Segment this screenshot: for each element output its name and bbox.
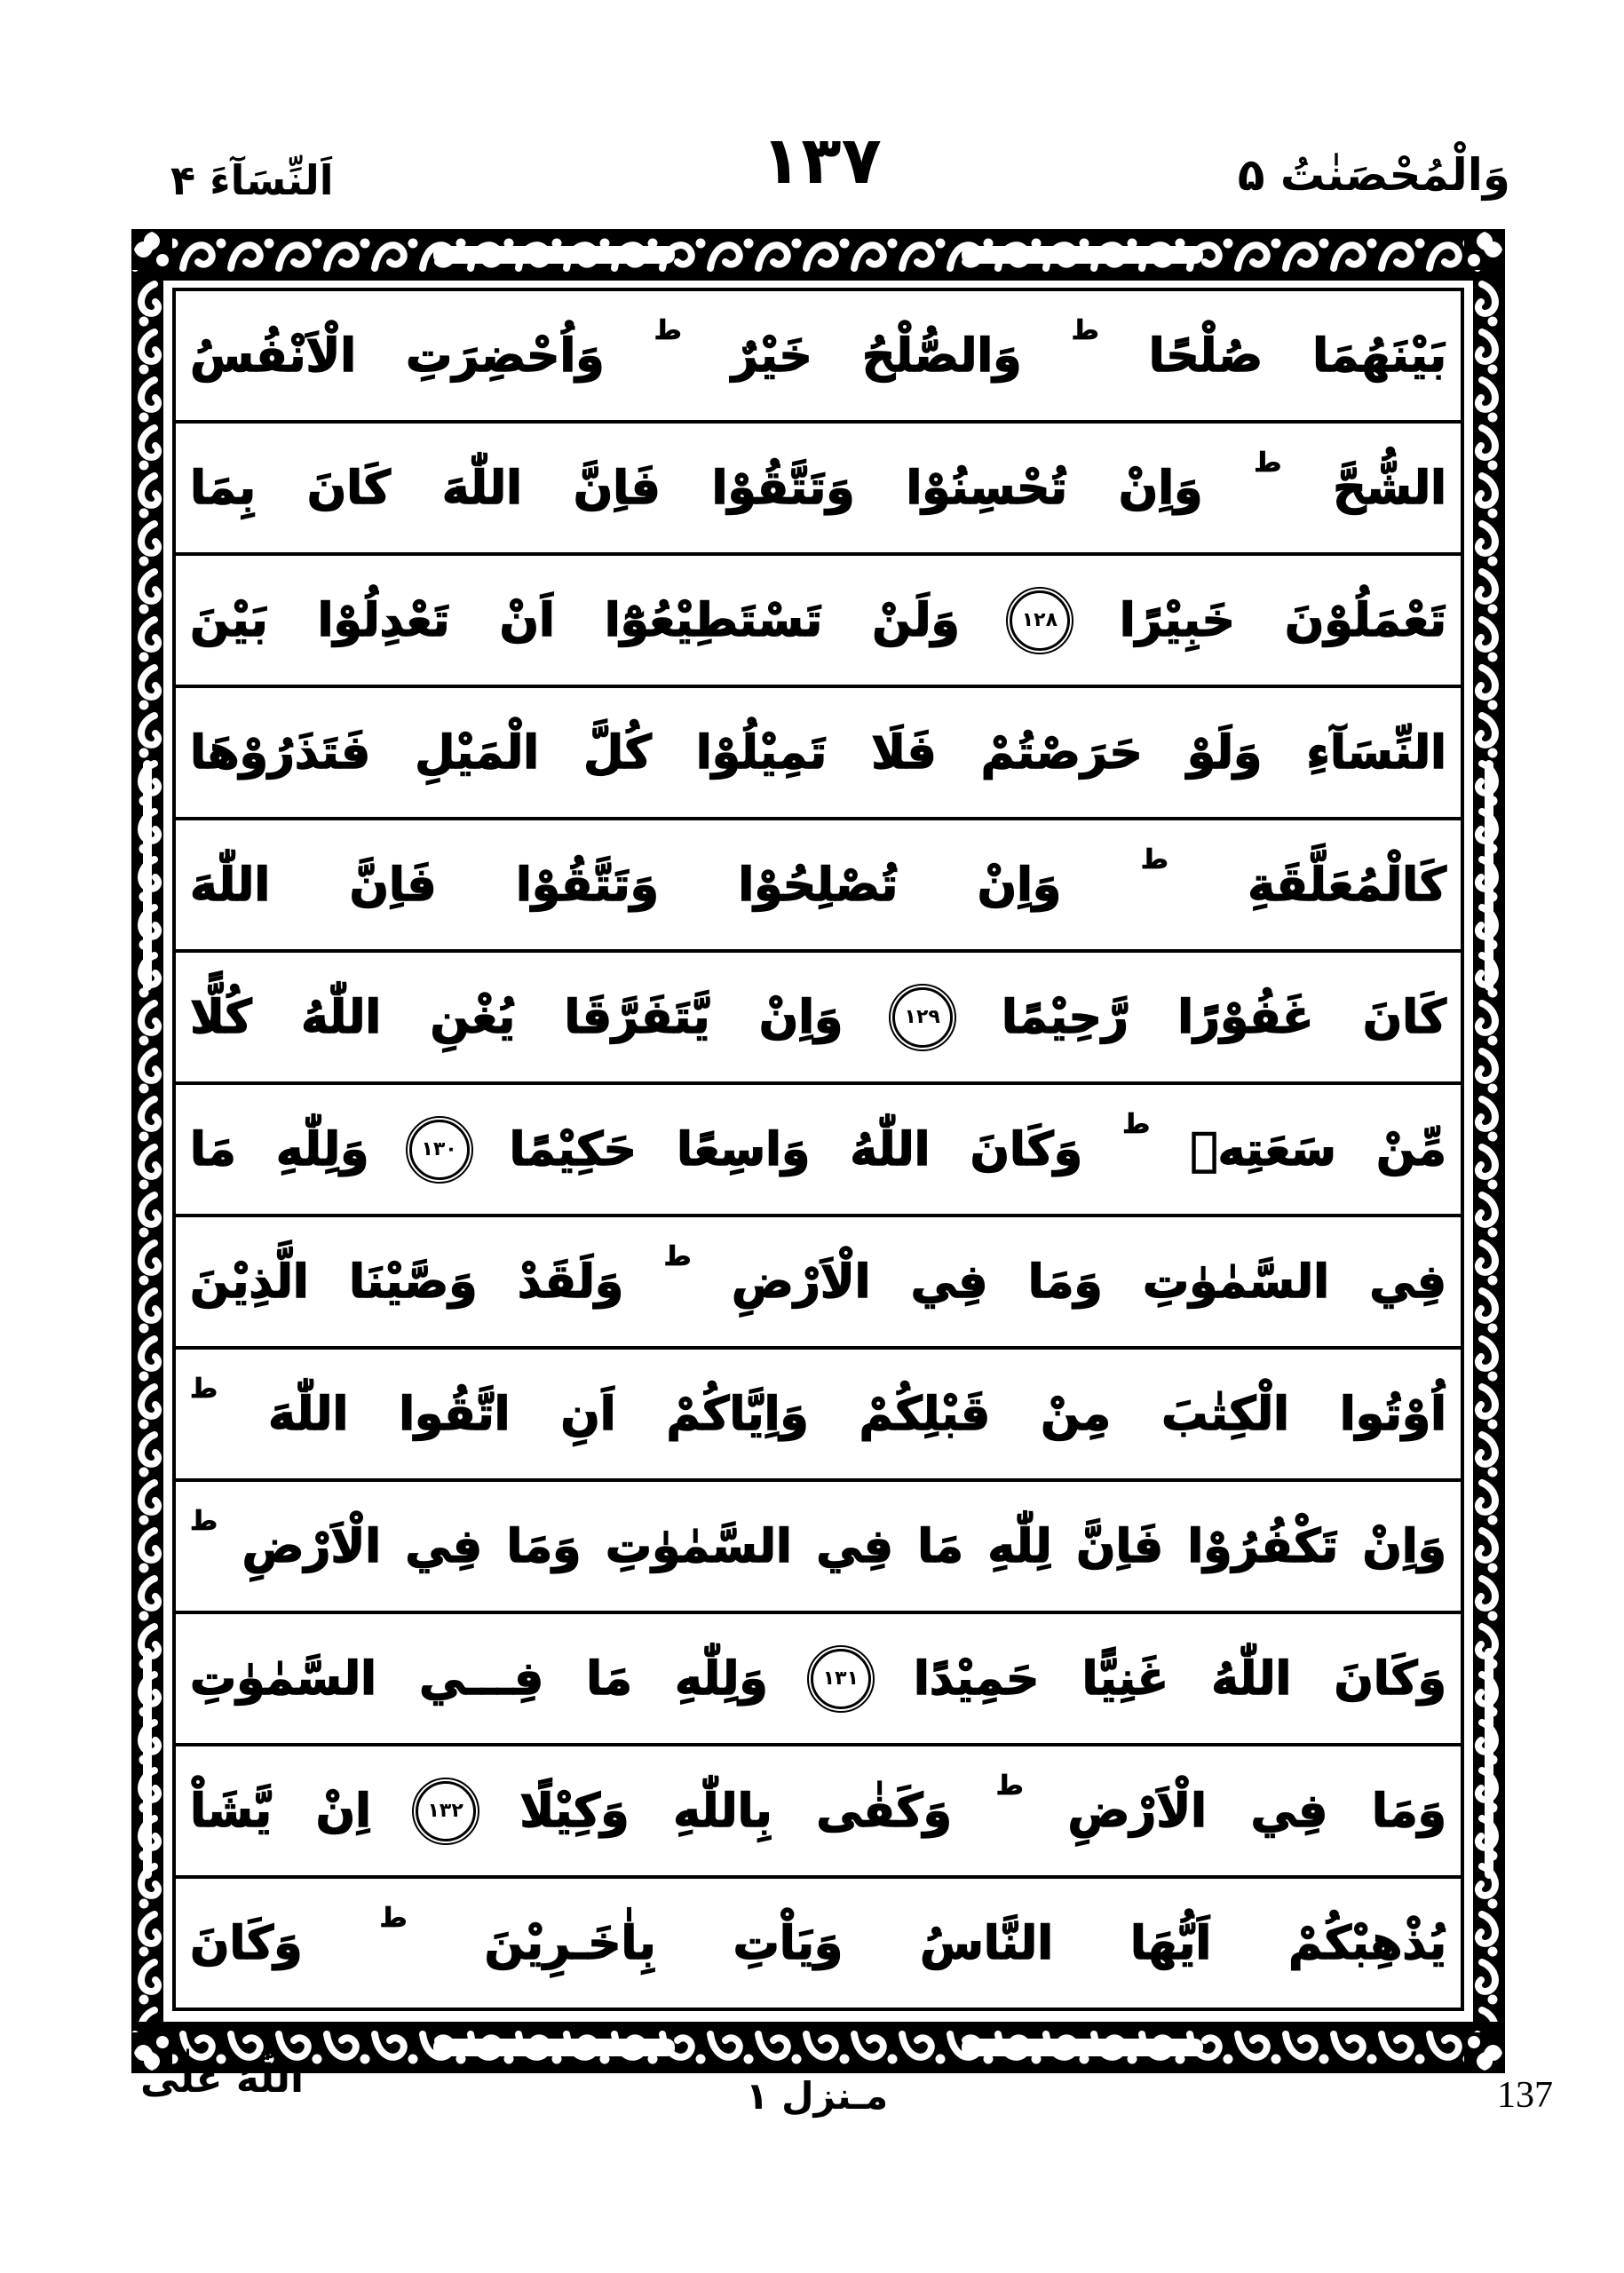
ayah-word: وَاِنْ	[1362, 1519, 1446, 1573]
ayah-word: وَكَانَ	[970, 1122, 1083, 1176]
ayah-word: فِي	[1250, 1784, 1328, 1838]
frame-border-left-ornament	[131, 281, 163, 2022]
manzil-label: مـنزل ۱	[745, 2074, 889, 2118]
ayah-word: قَبْلِكُمْ	[859, 1387, 991, 1441]
ayah-word: تَعْدِلُوْا	[317, 593, 450, 647]
ayah-word: وَتَتَّقُوْا	[711, 461, 855, 515]
ayah-word: مَا	[190, 1122, 236, 1176]
ayah-word: الْكِتٰبَ	[1161, 1387, 1289, 1441]
ayah-word: وَمَا	[506, 1519, 582, 1573]
ayah-word: فَلَا	[871, 725, 937, 780]
ayah-word: السَّمٰوٰتِ	[1143, 1255, 1330, 1309]
pause-mark: ط	[995, 1770, 1024, 1802]
ayah-word: وَاِنْ	[758, 990, 844, 1044]
quran-line-2	[176, 424, 1461, 556]
ayah-word: كُلًّا	[190, 990, 252, 1044]
ayah-word: يُغْنِ	[430, 990, 516, 1044]
frame-corner-leaf-icon	[131, 229, 172, 270]
frame-border-top-ornament	[131, 229, 1505, 281]
ayah-word: وَلَنْ	[872, 593, 960, 647]
ayah-word: وَمَا	[1027, 1255, 1103, 1309]
ayah-word: غَنِيًّا	[1081, 1651, 1169, 1706]
ayah-word: وَلِلّٰهِ	[275, 1122, 369, 1176]
pause-mark: ط	[654, 314, 682, 346]
ayah-word: اللّٰهُ	[850, 1122, 931, 1176]
ayah-word: اُوْتُوا	[1339, 1387, 1446, 1441]
ayah-word: وَمَا	[1371, 1784, 1446, 1838]
ayah-word: الَّذِيْنَ	[190, 1255, 309, 1309]
ayah-word: فَاِنَّ	[349, 858, 437, 912]
ayah-word: حَرَصْتُمْ	[980, 725, 1143, 780]
surah-name-label: اَلنِّسَآءَ ۴	[170, 156, 334, 204]
ayah-word: وَصَّيْنَا	[349, 1255, 478, 1309]
ayah-word: اللّٰهُ	[1211, 1651, 1292, 1706]
ayah-word: وَاُحْضِرَتِ	[406, 329, 605, 383]
pause-mark: ط	[190, 1505, 218, 1537]
ayah-word: اَنْ	[499, 593, 555, 647]
frame-border-bottom-ornament	[131, 2022, 1505, 2073]
ayah-word: وَالصُّلْحُ	[861, 329, 1022, 383]
ayah-word: وَلِلّٰهِ	[675, 1651, 768, 1706]
ayah-word: بَيْنَ	[190, 593, 268, 647]
ayah-word: الْاَرْضِ	[1067, 1784, 1207, 1838]
ayah-word: وَاِيَّاكُمْ	[666, 1387, 809, 1441]
ayah-word: اللّٰهَ	[268, 1387, 349, 1441]
ayah-word: مَا	[586, 1651, 632, 1706]
ayah-word: وَكَانَ	[1334, 1651, 1446, 1706]
ayah-word: بِاللّٰهِ	[673, 1784, 772, 1838]
ayah-word: مِّنْ	[1376, 1122, 1446, 1176]
ayah-word: خَيْرٌ	[731, 329, 812, 383]
ayah-word: فِي	[1369, 1255, 1446, 1309]
ayah-word: الْاَرْضِ	[732, 1255, 871, 1309]
quran-line-7	[176, 1085, 1461, 1217]
quran-line-1	[176, 291, 1461, 424]
ayah-word: بَيْنَهُمَا	[1312, 329, 1446, 383]
ayah-word: خَبِيْرًا	[1119, 593, 1236, 647]
pause-mark: ط	[663, 1240, 692, 1272]
ayah-word: بِاٰخَـرِيْنَ	[484, 1916, 656, 1970]
quran-line-12	[176, 1746, 1461, 1879]
ayah-word: اتَّقُوا	[399, 1387, 511, 1441]
frame-corner-leaf-icon	[1464, 2032, 1505, 2073]
catchword-label: اللّٰهُ عَلٰى	[140, 2056, 305, 2102]
ayah-word: مَا	[917, 1519, 964, 1573]
quran-text-area	[172, 288, 1464, 2011]
ornamental-frame	[131, 229, 1505, 2073]
section-name-label: وَالْمُحْصَنٰتُ ۵	[1237, 149, 1510, 201]
ayah-word: غَفُوْرًا	[1177, 990, 1314, 1044]
ayah-word: تُصْلِحُوْا	[738, 858, 899, 912]
ayah-word: يُذْهِبْكُمْ	[1288, 1916, 1446, 1970]
ayah-word: اَيُّهَا	[1129, 1916, 1212, 1970]
ayah-end-marker: ۱۲۸	[1010, 590, 1070, 651]
ayah-word: فَاِنَّ	[573, 461, 661, 515]
ayah-word: وَاِنْ	[1118, 461, 1203, 515]
ayah-word: بِمَا	[190, 461, 257, 515]
ayah-word: تَعْمَلُوْنَ	[1285, 593, 1446, 647]
ayah-word: وَيَاْتِ	[733, 1916, 844, 1970]
quran-line-8	[176, 1217, 1461, 1350]
ayah-word: فِي	[405, 1519, 483, 1573]
ayah-word: كَانَ	[1362, 990, 1446, 1044]
ayah-word: اِنْ	[315, 1784, 371, 1838]
ayah-word: وَتَتَّقُوْا	[516, 858, 659, 912]
ayah-word: اللّٰهُ	[301, 990, 382, 1044]
ayah-word: وَلَوْ	[1186, 725, 1263, 780]
ayah-end-marker: ۱۳۰	[409, 1120, 470, 1180]
ayah-word: حَمِيْدًا	[914, 1651, 1040, 1706]
ayah-end-marker: ۱۳۱	[811, 1649, 871, 1709]
quran-line-6	[176, 953, 1461, 1085]
pause-mark: ط	[190, 1373, 218, 1405]
ayah-word: حَكِيْمًا	[509, 1122, 638, 1176]
pause-mark: ط	[379, 1902, 408, 1934]
ayah-word: فَتَذَرُوْهَا	[190, 725, 371, 780]
ayah-word: يَّتَفَرَّقَا	[564, 990, 710, 1044]
ayah-word: لِلّٰهِ	[987, 1519, 1052, 1573]
ayah-word: يَّشَاْ	[190, 1784, 273, 1838]
ayah-word: وَلَقَدْ	[517, 1255, 624, 1309]
ayah-word: كُلَّ	[583, 725, 652, 780]
quran-line-3	[176, 556, 1461, 688]
ayah-word: وَكِيْلًا	[519, 1784, 630, 1838]
frame-border-right-ornament	[1473, 281, 1505, 2022]
ayah-word: صُلْحًا	[1148, 329, 1264, 383]
ayah-word: وَاِنْ	[977, 858, 1062, 912]
ayah-word: فِي	[816, 1519, 893, 1573]
ayah-word: اللّٰهَ	[441, 461, 522, 515]
ayah-word: سَعَتِهٖ	[1190, 1122, 1336, 1176]
ayah-word: اَنِ	[560, 1387, 616, 1441]
ayah-word: وَاسِعًا	[677, 1122, 811, 1176]
pause-mark: ط	[1140, 843, 1168, 875]
ayah-word: الْاَنْفُسُ	[190, 329, 357, 383]
quran-line-10	[176, 1482, 1461, 1614]
ayah-word: وَكَانَ	[190, 1916, 303, 1970]
ayah-word: السَّمٰوٰتِ	[605, 1519, 792, 1573]
ayah-word: فَاِنَّ	[1076, 1519, 1164, 1573]
ayah-word: الْاَرْضِ	[242, 1519, 382, 1573]
quran-line-4	[176, 688, 1461, 820]
frame-corner-leaf-icon	[1464, 229, 1505, 270]
ayah-word: تُحْسِنُوْا	[906, 461, 1068, 515]
pause-mark: ط	[1071, 314, 1099, 346]
ayah-word: الشُّحَّ	[1333, 461, 1446, 515]
page-number-latin: 137	[1497, 2075, 1553, 2116]
ayah-word: تَكْفُرُوْا	[1187, 1519, 1339, 1573]
ayah-word: الْمَيْلِ	[415, 725, 540, 780]
quran-line-9	[176, 1350, 1461, 1482]
ayah-end-marker: ۱۳۲	[416, 1781, 476, 1841]
quran-line-13	[176, 1879, 1461, 2008]
ayah-word: السَّمٰوٰتِ	[190, 1651, 376, 1706]
ayah-end-marker: ۱۲۹	[892, 987, 953, 1048]
ayah-word: النِّسَآءِ	[1306, 725, 1446, 780]
ayah-word: وَكَفٰى	[816, 1784, 952, 1838]
pause-mark: ط	[1122, 1108, 1151, 1140]
ayah-word: فِـــي	[419, 1651, 544, 1706]
ayah-word: النَّاسُ	[920, 1916, 1054, 1970]
ayah-word: فِي	[910, 1255, 988, 1309]
page-number-arabic: ۱۳۷	[761, 123, 882, 199]
quran-line-5	[176, 820, 1461, 953]
ayah-word: مِنْ	[1041, 1387, 1112, 1441]
ayah-word: كَانَ	[306, 461, 392, 515]
ayah-word: اللّٰهَ	[190, 858, 271, 912]
ayah-word: رَّحِيْمًا	[1001, 990, 1129, 1044]
ayah-word: تَمِيْلُوْا	[695, 725, 828, 780]
pause-mark: ط	[1254, 447, 1282, 479]
quran-line-11	[176, 1614, 1461, 1746]
ayah-word: تَسْتَطِيْعُوْٓا	[604, 593, 823, 647]
ayah-word: كَالْمُعَلَّقَةِ	[1248, 858, 1446, 912]
